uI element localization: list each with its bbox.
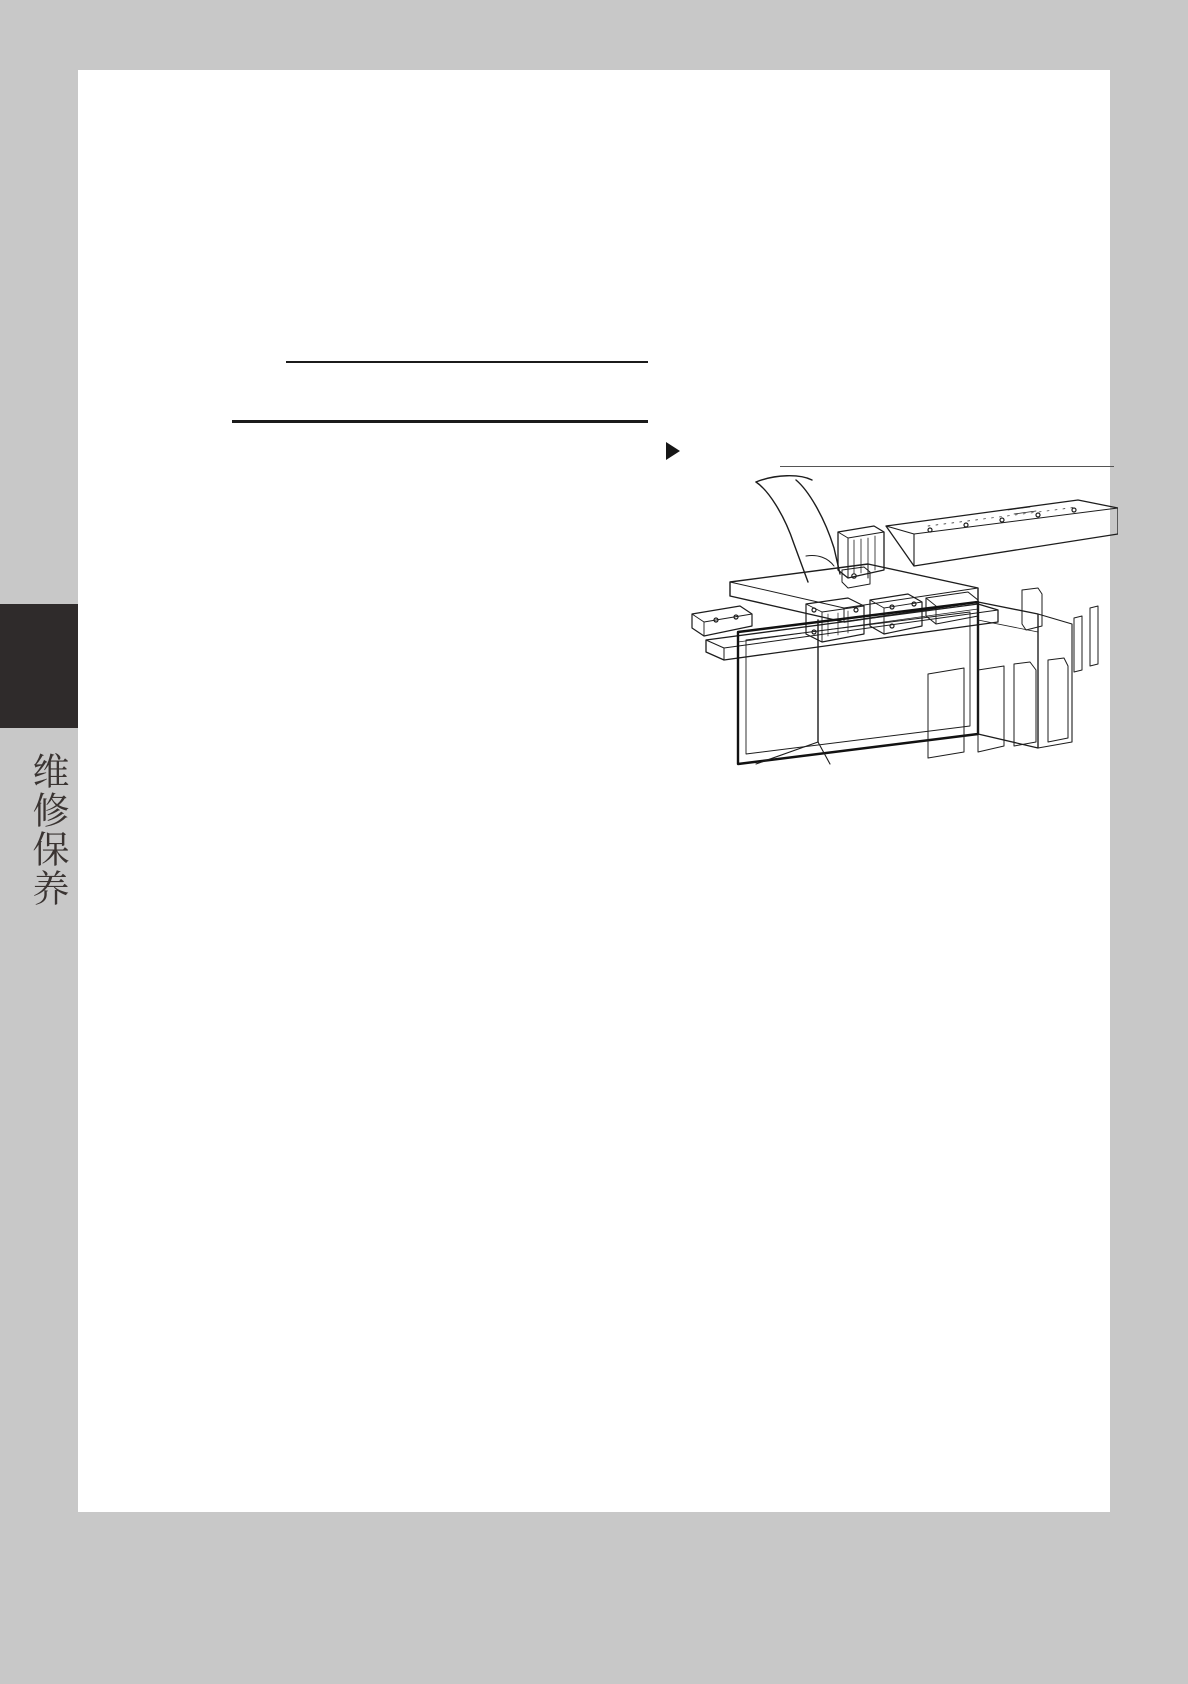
figure-illustration [678,474,1118,776]
heading-rule-middle [232,420,648,423]
heading-rule-top [286,361,648,363]
paper-sheet [78,70,1110,1512]
figure-caption-rule [780,466,1114,467]
chapter-label-vertical: 维修保养 [26,752,69,908]
triangle-bullet-icon [666,442,680,460]
chapter-thumb-tab [0,604,78,728]
